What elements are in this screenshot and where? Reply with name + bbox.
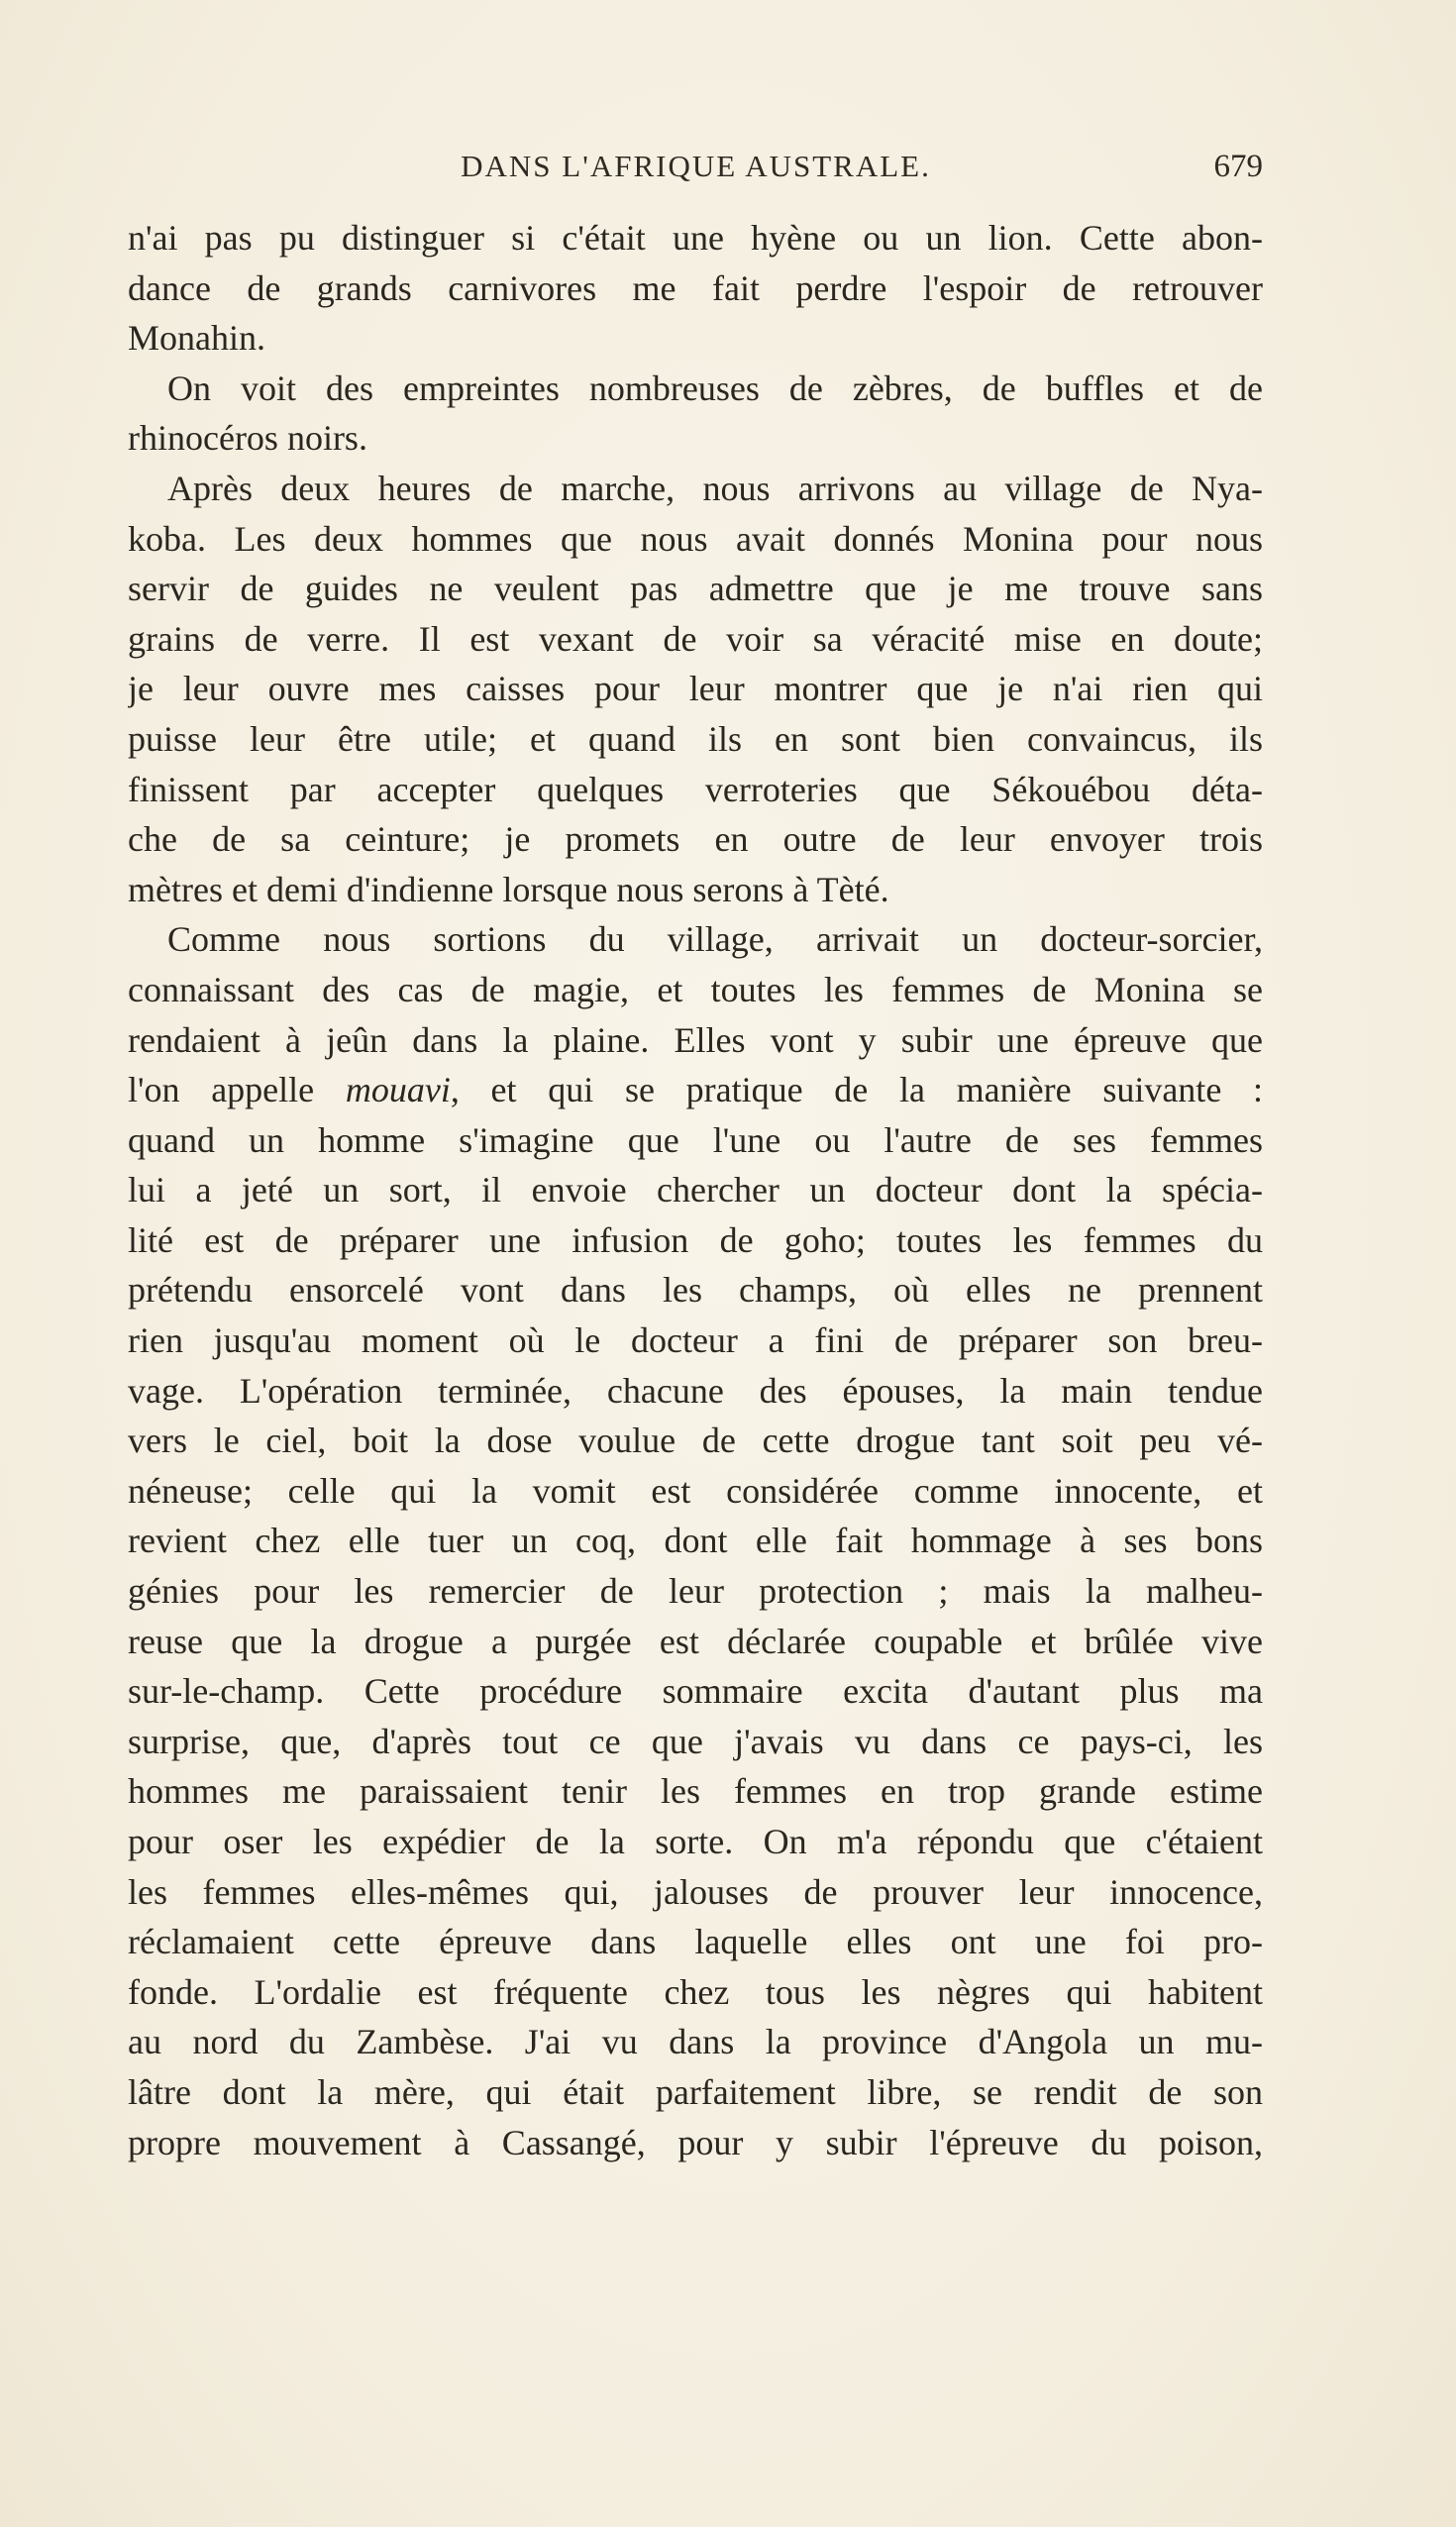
- text-line: néneuse; celle qui la vomit est considérée comme innocente, et: [128, 1470, 1263, 1511]
- text-line: Monahin.: [128, 318, 265, 359]
- text-line: je leur ouvre mes caisses pour leur montrer que je n'ai rien qui: [128, 669, 1263, 709]
- text-line: quand un homme s'imagine que l'une ou l'autre de ses femmes: [128, 1119, 1263, 1160]
- text-line: vers le ciel, boit la dose voulue de cette drogue tant soit peu vé-: [128, 1421, 1263, 1461]
- text-line: fonde. L'ordalie est fréquente chez tous les nègres qui habitent: [128, 1971, 1263, 2012]
- text-line: servir de guides ne veulent pas admettre que je me trouve sans: [128, 569, 1263, 609]
- text-line: rendaient à jeûn dans la plaine. Elles vont y subir une épreuve que: [128, 1019, 1263, 1060]
- running-header: [129, 149, 1263, 198]
- italic-term: mouavi: [345, 1070, 451, 1110]
- text-line: au nord du Zambèse. J'ai vu dans la province d'Angola un mu-: [128, 2022, 1263, 2062]
- text-line: hommes me paraissaient tenir les femmes en trop grande estime: [128, 1771, 1263, 1812]
- text-line: grains de verre. Il est vexant de voir sa véracité mise en doute;: [128, 618, 1263, 659]
- text-line: sur-le-champ. Cette procédure sommaire excita d'autant plus ma: [128, 1671, 1263, 1712]
- text-line: puisse leur être utile; et quand ils en sont bien convaincus, ils: [128, 718, 1263, 759]
- text-line: mètres et demi d'indienne lorsque nous serons à Tèté.: [128, 869, 889, 909]
- text-line: vage. L'opération terminée, chacune des épouses, la main tendue: [128, 1370, 1263, 1411]
- text-line: connaissant des cas de magie, et toutes les femmes de Monina se: [128, 969, 1263, 1009]
- body-text: [128, 213, 1263, 2167]
- text-segment: , et qui se pratique de la manière suivante :: [450, 1070, 1263, 1110]
- text-line: finissent par accepter quelques verroteries que Sékouébou déta-: [128, 769, 1263, 809]
- text-line: lité est de préparer une infusion de goho; toutes les femmes du: [128, 1219, 1263, 1260]
- text-line: Après deux heures de marche, nous arrivons au village de Nya-: [167, 468, 1263, 508]
- text-line: génies pour les remercier de leur protection ; mais la malheu-: [128, 1571, 1263, 1612]
- text-line: rien jusqu'au moment où le docteur a fini de préparer son breu-: [128, 1320, 1263, 1361]
- text-line: rhinocéros noirs.: [128, 418, 367, 459]
- running-title: DANS L'AFRIQUE AUSTRALE.: [461, 149, 931, 183]
- text-line: les femmes elles-mêmes qui, jalouses de prouver leur innocence,: [128, 1871, 1263, 1912]
- text-line: réclamaient cette épreuve dans laquelle elles ont une foi pro-: [128, 1922, 1263, 1962]
- text-line: koba. Les deux hommes que nous avait donnés Monina pour nous: [128, 518, 1263, 559]
- text-line: pour oser les expédier de la sorte. On m'a répondu que c'étaient: [128, 1822, 1263, 1861]
- text-line: propre mouvement à Cassangé, pour y subir l'épreuve du poison,: [128, 2122, 1263, 2162]
- text-line: lâtre dont la mère, qui était parfaitement libre, se rendit de son: [128, 2071, 1263, 2112]
- text-segment: l'on appelle: [128, 1070, 346, 1110]
- page-number: 679: [1213, 149, 1263, 184]
- text-line: prétendu ensorcelé vont dans les champs, où elles ne prennent: [128, 1270, 1263, 1311]
- text-line: surprise, que, d'après tout ce que j'avais vu dans ce pays-ci, les: [128, 1721, 1263, 1761]
- text-line: Comme nous sortions du village, arrivait un docteur-sorcier,: [167, 919, 1263, 960]
- text-line: On voit des empreintes nombreuses de zèbres, de buffles et de: [167, 368, 1263, 408]
- text-line: n'ai pas pu distinguer si c'était une hyène ou un lion. Cette abon-: [128, 218, 1263, 258]
- text-line: dance de grands carnivores me fait perdre l'espoir de retrouver: [128, 267, 1263, 308]
- text-line-with-italic: [128, 1065, 1263, 1115]
- text-line: revient chez elle tuer un coq, dont elle fait hommage à ses bons: [128, 1521, 1263, 1561]
- text-line: reuse que la drogue a purgée est déclarée coupable et brûlée vive: [128, 1621, 1263, 1661]
- text-line: lui a jeté un sort, il envoie chercher un docteur dont la spécia-: [128, 1170, 1263, 1211]
- text-line: che de sa ceinture; je promets en outre de leur envoyer trois: [128, 819, 1263, 860]
